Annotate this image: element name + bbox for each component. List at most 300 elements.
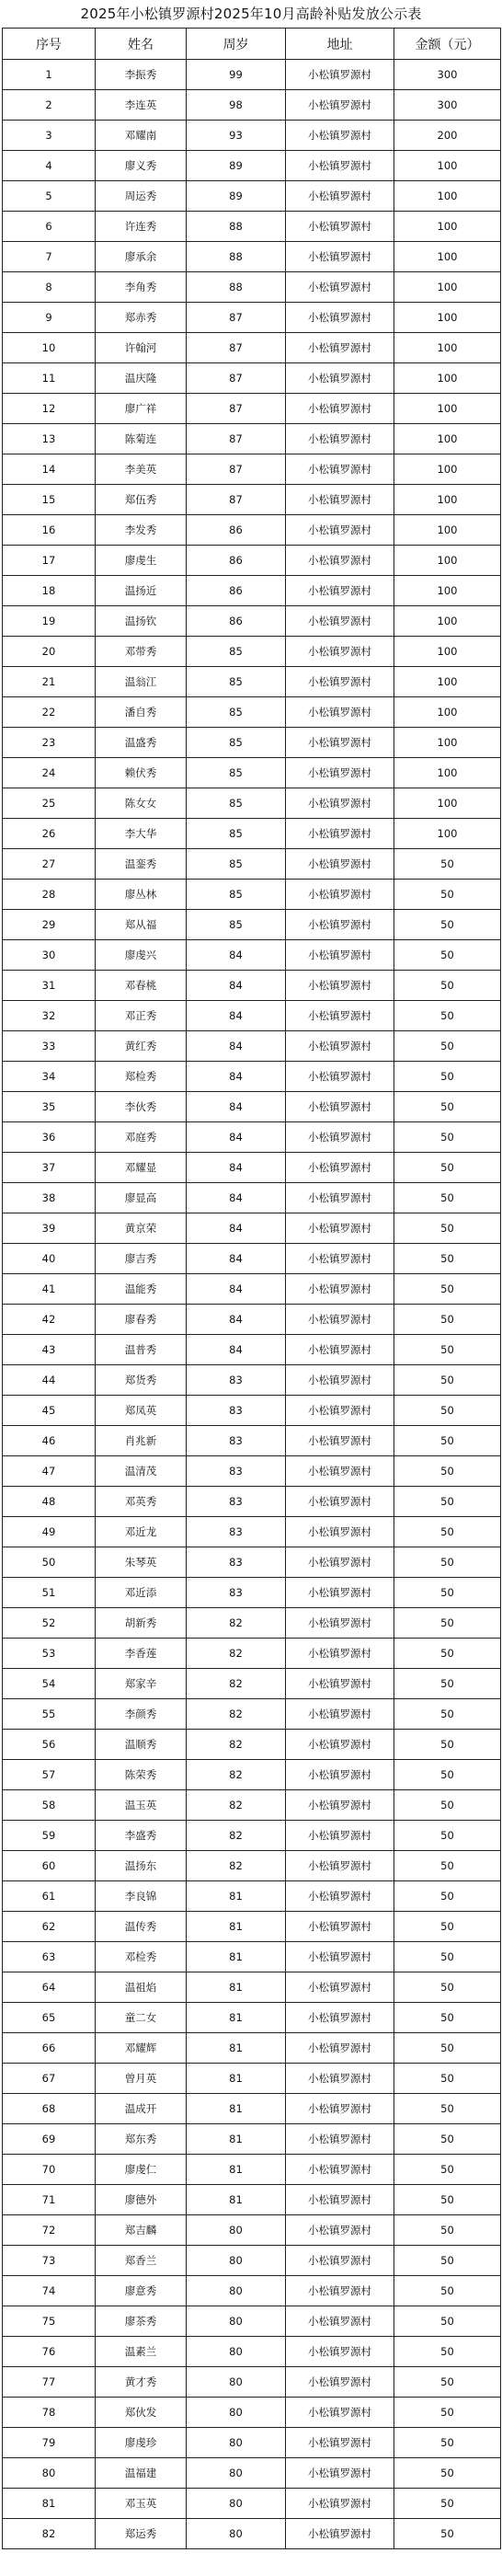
cell-name: 李颜秀 — [96, 1699, 187, 1730]
cell-index: 73 — [3, 2246, 96, 2276]
cell-name: 李角秀 — [96, 272, 187, 303]
cell-amount: 50 — [394, 1851, 501, 1881]
cell-name: 温清茂 — [96, 1456, 187, 1487]
cell-age: 80 — [187, 2246, 286, 2276]
cell-name: 潘自秀 — [96, 697, 187, 728]
cell-amount: 50 — [394, 1031, 501, 1062]
cell-age: 87 — [187, 333, 286, 363]
cell-address: 小松镇罗源村 — [286, 1305, 394, 1335]
cell-name: 黄京荣 — [96, 1213, 187, 1244]
table-row — [3, 1639, 501, 1669]
cell-address: 小松镇罗源村 — [286, 2519, 394, 2549]
cell-amount: 50 — [394, 1213, 501, 1244]
cell-age: 81 — [187, 2033, 286, 2064]
cell-name: 陈女女 — [96, 788, 187, 819]
cell-age: 81 — [187, 2124, 286, 2155]
cell-index: 18 — [3, 576, 96, 606]
table-row — [3, 1790, 501, 1821]
cell-index: 10 — [3, 333, 96, 363]
cell-address: 小松镇罗源村 — [286, 1396, 394, 1426]
cell-address: 小松镇罗源村 — [286, 1851, 394, 1881]
cell-name: 李振秀 — [96, 60, 187, 90]
cell-name: 赖伏秀 — [96, 758, 187, 788]
cell-index: 52 — [3, 1608, 96, 1639]
cell-index: 39 — [3, 1213, 96, 1244]
cell-address: 小松镇罗源村 — [286, 454, 394, 485]
cell-amount: 50 — [394, 2246, 501, 2276]
cell-age: 82 — [187, 1639, 286, 1669]
cell-age: 85 — [187, 849, 286, 880]
table-row — [3, 1517, 501, 1547]
cell-amount: 100 — [394, 667, 501, 697]
table-row — [3, 971, 501, 1001]
table-row — [3, 788, 501, 819]
cell-age: 82 — [187, 1730, 286, 1760]
cell-age: 85 — [187, 880, 286, 910]
table-row — [3, 546, 501, 576]
cell-amount: 100 — [394, 424, 501, 454]
cell-amount: 100 — [394, 212, 501, 242]
cell-amount: 50 — [394, 971, 501, 1001]
cell-name: 童二女 — [96, 2003, 187, 2033]
cell-index: 21 — [3, 667, 96, 697]
table-row — [3, 1062, 501, 1092]
table-row — [3, 2398, 501, 2428]
cell-name: 邓检秀 — [96, 1942, 187, 1972]
cell-index: 30 — [3, 940, 96, 971]
cell-amount: 50 — [394, 1912, 501, 1942]
cell-age: 81 — [187, 2155, 286, 2185]
cell-age: 81 — [187, 1912, 286, 1942]
cell-amount: 50 — [394, 1456, 501, 1487]
cell-age: 80 — [187, 2367, 286, 2398]
cell-amount: 50 — [394, 849, 501, 880]
cell-address: 小松镇罗源村 — [286, 1335, 394, 1365]
cell-age: 80 — [187, 2489, 286, 2519]
cell-address: 小松镇罗源村 — [286, 1972, 394, 2003]
cell-age: 87 — [187, 454, 286, 485]
cell-age: 80 — [187, 2306, 286, 2337]
cell-amount: 100 — [394, 151, 501, 181]
cell-address: 小松镇罗源村 — [286, 758, 394, 788]
cell-index: 37 — [3, 1153, 96, 1183]
cell-amount: 100 — [394, 637, 501, 667]
cell-age: 83 — [187, 1426, 286, 1456]
cell-age: 83 — [187, 1396, 286, 1426]
cell-amount: 50 — [394, 2185, 501, 2215]
cell-amount: 50 — [394, 940, 501, 971]
cell-name: 温福建 — [96, 2458, 187, 2489]
cell-name: 温玉英 — [96, 1790, 187, 1821]
cell-index: 9 — [3, 303, 96, 333]
cell-name: 温翁江 — [96, 667, 187, 697]
cell-age: 88 — [187, 242, 286, 272]
cell-name: 黄红秀 — [96, 1031, 187, 1062]
cell-amount: 50 — [394, 2064, 501, 2094]
table-body — [3, 60, 501, 2549]
table-row — [3, 849, 501, 880]
cell-amount: 50 — [394, 2215, 501, 2246]
cell-amount: 50 — [394, 2367, 501, 2398]
cell-age: 81 — [187, 2094, 286, 2124]
table-row — [3, 2458, 501, 2489]
cell-name: 温祖焰 — [96, 1972, 187, 2003]
cell-amount: 100 — [394, 515, 501, 546]
table-row — [3, 2033, 501, 2064]
cell-amount: 100 — [394, 758, 501, 788]
cell-index: 34 — [3, 1062, 96, 1092]
cell-address: 小松镇罗源村 — [286, 1487, 394, 1517]
cell-address: 小松镇罗源村 — [286, 910, 394, 940]
cell-name: 李连英 — [96, 90, 187, 121]
cell-amount: 50 — [394, 1881, 501, 1912]
cell-index: 44 — [3, 1365, 96, 1396]
cell-index: 32 — [3, 1001, 96, 1031]
cell-address: 小松镇罗源村 — [286, 394, 394, 424]
table-row — [3, 1608, 501, 1639]
cell-age: 84 — [187, 1244, 286, 1274]
cell-index: 69 — [3, 2124, 96, 2155]
cell-amount: 50 — [394, 2398, 501, 2428]
cell-name: 郑从福 — [96, 910, 187, 940]
cell-index: 77 — [3, 2367, 96, 2398]
cell-address: 小松镇罗源村 — [286, 1365, 394, 1396]
cell-index: 57 — [3, 1760, 96, 1790]
page-title: 2025年小松镇罗源村2025年10月高龄补贴发放公示表 — [80, 6, 422, 22]
cell-age: 84 — [187, 971, 286, 1001]
cell-index: 20 — [3, 637, 96, 667]
cell-amount: 200 — [394, 121, 501, 151]
cell-address: 小松镇罗源村 — [286, 2428, 394, 2458]
cell-age: 84 — [187, 1092, 286, 1122]
cell-amount: 100 — [394, 272, 501, 303]
table-row — [3, 454, 501, 485]
cell-name: 李美英 — [96, 454, 187, 485]
table-row — [3, 2246, 501, 2276]
cell-address: 小松镇罗源村 — [286, 1669, 394, 1699]
cell-amount: 50 — [394, 880, 501, 910]
cell-amount: 50 — [394, 1790, 501, 1821]
cell-address: 小松镇罗源村 — [286, 2094, 394, 2124]
cell-address: 小松镇罗源村 — [286, 90, 394, 121]
cell-amount: 50 — [394, 1972, 501, 2003]
cell-age: 89 — [187, 181, 286, 212]
table-row — [3, 2094, 501, 2124]
cell-age: 84 — [187, 1001, 286, 1031]
cell-index: 71 — [3, 2185, 96, 2215]
cell-index: 26 — [3, 819, 96, 849]
cell-age: 85 — [187, 667, 286, 697]
table-row — [3, 1274, 501, 1305]
cell-name: 邓耀辉 — [96, 2033, 187, 2064]
cell-index: 65 — [3, 2003, 96, 2033]
table-row — [3, 1760, 501, 1790]
cell-address: 小松镇罗源村 — [286, 515, 394, 546]
cell-index: 59 — [3, 1821, 96, 1851]
table-row — [3, 1335, 501, 1365]
table-row — [3, 424, 501, 454]
cell-name: 温銮秀 — [96, 849, 187, 880]
cell-age: 80 — [187, 2458, 286, 2489]
cell-amount: 100 — [394, 303, 501, 333]
cell-name: 郑伙发 — [96, 2398, 187, 2428]
cell-address: 小松镇罗源村 — [286, 242, 394, 272]
cell-index: 58 — [3, 1790, 96, 1821]
cell-address: 小松镇罗源村 — [286, 1122, 394, 1153]
cell-index: 40 — [3, 1244, 96, 1274]
cell-index: 27 — [3, 849, 96, 880]
cell-index: 33 — [3, 1031, 96, 1062]
cell-age: 86 — [187, 546, 286, 576]
table-row — [3, 667, 501, 697]
cell-name: 郑运秀 — [96, 2519, 187, 2549]
cell-index: 13 — [3, 424, 96, 454]
cell-address: 小松镇罗源村 — [286, 667, 394, 697]
cell-amount: 50 — [394, 1578, 501, 1608]
table-row — [3, 1305, 501, 1335]
cell-age: 81 — [187, 1881, 286, 1912]
cell-index: 61 — [3, 1881, 96, 1912]
cell-address: 小松镇罗源村 — [286, 697, 394, 728]
table-row — [3, 1881, 501, 1912]
cell-name: 温能秀 — [96, 1274, 187, 1305]
table-row — [3, 1730, 501, 1760]
cell-index: 24 — [3, 758, 96, 788]
cell-age: 86 — [187, 576, 286, 606]
cell-address: 小松镇罗源村 — [286, 819, 394, 849]
cell-index: 1 — [3, 60, 96, 90]
cell-address: 小松镇罗源村 — [286, 2033, 394, 2064]
cell-age: 81 — [187, 2185, 286, 2215]
table-row — [3, 1122, 501, 1153]
table-row — [3, 1942, 501, 1972]
cell-address: 小松镇罗源村 — [286, 637, 394, 667]
cell-name: 郑家辛 — [96, 1669, 187, 1699]
cell-name: 廖茶秀 — [96, 2306, 187, 2337]
cell-age: 89 — [187, 151, 286, 181]
cell-index: 16 — [3, 515, 96, 546]
cell-address: 小松镇罗源村 — [286, 424, 394, 454]
cell-name: 陈菊连 — [96, 424, 187, 454]
cell-amount: 50 — [394, 1122, 501, 1153]
cell-name: 李良锦 — [96, 1881, 187, 1912]
cell-index: 12 — [3, 394, 96, 424]
cell-address: 小松镇罗源村 — [286, 1760, 394, 1790]
cell-index: 17 — [3, 546, 96, 576]
cell-age: 98 — [187, 90, 286, 121]
cell-address: 小松镇罗源村 — [286, 1092, 394, 1122]
cell-name: 周运秀 — [96, 181, 187, 212]
cell-index: 2 — [3, 90, 96, 121]
cell-address: 小松镇罗源村 — [286, 1213, 394, 1244]
cell-age: 88 — [187, 272, 286, 303]
cell-name: 肖兆新 — [96, 1426, 187, 1456]
table-row — [3, 60, 501, 90]
cell-index: 45 — [3, 1396, 96, 1426]
table-row — [3, 758, 501, 788]
cell-amount: 300 — [394, 60, 501, 90]
cell-index: 70 — [3, 2155, 96, 2185]
cell-index: 35 — [3, 1092, 96, 1122]
cell-age: 85 — [187, 728, 286, 758]
table-row — [3, 2337, 501, 2367]
cell-age: 87 — [187, 485, 286, 515]
cell-index: 48 — [3, 1487, 96, 1517]
cell-name: 郑东秀 — [96, 2124, 187, 2155]
table-row — [3, 2185, 501, 2215]
cell-age: 87 — [187, 363, 286, 394]
cell-address: 小松镇罗源村 — [286, 2155, 394, 2185]
cell-age: 81 — [187, 2064, 286, 2094]
table-row — [3, 2276, 501, 2306]
cell-name: 邓近添 — [96, 1578, 187, 1608]
table-row — [3, 1821, 501, 1851]
cell-name: 邓近龙 — [96, 1517, 187, 1547]
cell-age: 84 — [187, 1153, 286, 1183]
table-row — [3, 394, 501, 424]
cell-address: 小松镇罗源村 — [286, 1608, 394, 1639]
cell-name: 李盛秀 — [96, 1821, 187, 1851]
cell-name: 郑香兰 — [96, 2246, 187, 2276]
cell-age: 83 — [187, 1365, 286, 1396]
cell-index: 47 — [3, 1456, 96, 1487]
cell-address: 小松镇罗源村 — [286, 303, 394, 333]
cell-address: 小松镇罗源村 — [286, 181, 394, 212]
cell-name: 朱琴英 — [96, 1547, 187, 1578]
cell-index: 31 — [3, 971, 96, 1001]
cell-name: 温普秀 — [96, 1335, 187, 1365]
table-row — [3, 1487, 501, 1517]
cell-age: 83 — [187, 1578, 286, 1608]
cell-address: 小松镇罗源村 — [286, 363, 394, 394]
cell-index: 28 — [3, 880, 96, 910]
cell-address: 小松镇罗源村 — [286, 728, 394, 758]
cell-address: 小松镇罗源村 — [286, 1578, 394, 1608]
cell-amount: 50 — [394, 2124, 501, 2155]
cell-name: 廖春秀 — [96, 1305, 187, 1335]
cell-amount: 100 — [394, 576, 501, 606]
cell-index: 25 — [3, 788, 96, 819]
table-row — [3, 1183, 501, 1213]
cell-index: 63 — [3, 1942, 96, 1972]
cell-address: 小松镇罗源村 — [286, 606, 394, 637]
cell-index: 79 — [3, 2428, 96, 2458]
cell-age: 80 — [187, 2337, 286, 2367]
cell-index: 42 — [3, 1305, 96, 1335]
cell-age: 85 — [187, 637, 286, 667]
cell-name: 温顺秀 — [96, 1730, 187, 1760]
cell-age: 85 — [187, 697, 286, 728]
cell-address: 小松镇罗源村 — [286, 272, 394, 303]
cell-index: 41 — [3, 1274, 96, 1305]
table-row — [3, 2428, 501, 2458]
table-row — [3, 1851, 501, 1881]
cell-amount: 50 — [394, 2489, 501, 2519]
cell-amount: 50 — [394, 1001, 501, 1031]
cell-amount: 50 — [394, 1517, 501, 1547]
cell-index: 4 — [3, 151, 96, 181]
cell-index: 78 — [3, 2398, 96, 2428]
cell-age: 88 — [187, 212, 286, 242]
cell-amount: 300 — [394, 90, 501, 121]
cell-age: 82 — [187, 1790, 286, 1821]
cell-address: 小松镇罗源村 — [286, 1942, 394, 1972]
cell-index: 62 — [3, 1912, 96, 1942]
cell-index: 68 — [3, 2094, 96, 2124]
cell-age: 84 — [187, 940, 286, 971]
cell-amount: 50 — [394, 2519, 501, 2549]
table-row — [3, 2155, 501, 2185]
table-row — [3, 515, 501, 546]
cell-address: 小松镇罗源村 — [286, 2246, 394, 2276]
cell-name: 廖广祥 — [96, 394, 187, 424]
cell-amount: 50 — [394, 2306, 501, 2337]
cell-index: 55 — [3, 1699, 96, 1730]
cell-amount: 50 — [394, 1821, 501, 1851]
cell-age: 82 — [187, 1760, 286, 1790]
cell-index: 11 — [3, 363, 96, 394]
table-row — [3, 1001, 501, 1031]
cell-index: 15 — [3, 485, 96, 515]
cell-index: 67 — [3, 2064, 96, 2094]
cell-name: 郑吉麟 — [96, 2215, 187, 2246]
cell-address: 小松镇罗源村 — [286, 1183, 394, 1213]
table-row — [3, 697, 501, 728]
cell-name: 陈荣秀 — [96, 1760, 187, 1790]
cell-amount: 50 — [394, 1183, 501, 1213]
cell-age: 84 — [187, 1213, 286, 1244]
table-row — [3, 1578, 501, 1608]
cell-name: 廖意秀 — [96, 2276, 187, 2306]
cell-amount: 50 — [394, 1244, 501, 1274]
cell-address: 小松镇罗源村 — [286, 940, 394, 971]
cell-name: 郑伍秀 — [96, 485, 187, 515]
cell-age: 80 — [187, 2276, 286, 2306]
cell-amount: 100 — [394, 181, 501, 212]
table-row — [3, 1547, 501, 1578]
table-row — [3, 212, 501, 242]
table-row — [3, 728, 501, 758]
cell-name: 邓玉英 — [96, 2489, 187, 2519]
cell-address: 小松镇罗源村 — [286, 2064, 394, 2094]
cell-index: 36 — [3, 1122, 96, 1153]
cell-amount: 50 — [394, 1062, 501, 1092]
cell-name: 许连秀 — [96, 212, 187, 242]
cell-amount: 50 — [394, 2094, 501, 2124]
cell-amount: 50 — [394, 2003, 501, 2033]
cell-name: 温扬东 — [96, 1851, 187, 1881]
cell-age: 80 — [187, 2398, 286, 2428]
cell-index: 29 — [3, 910, 96, 940]
cell-name: 李大华 — [96, 819, 187, 849]
header-amount: 金额（元） — [394, 29, 501, 60]
cell-address: 小松镇罗源村 — [286, 2337, 394, 2367]
cell-name: 邓春桃 — [96, 971, 187, 1001]
cell-index: 80 — [3, 2458, 96, 2489]
cell-address: 小松镇罗源村 — [286, 2215, 394, 2246]
cell-amount: 50 — [394, 1608, 501, 1639]
cell-index: 23 — [3, 728, 96, 758]
cell-address: 小松镇罗源村 — [286, 2458, 394, 2489]
cell-address: 小松镇罗源村 — [286, 2367, 394, 2398]
cell-index: 6 — [3, 212, 96, 242]
cell-address: 小松镇罗源村 — [286, 2003, 394, 2033]
cell-amount: 50 — [394, 2033, 501, 2064]
cell-address: 小松镇罗源村 — [286, 1639, 394, 1669]
cell-age: 85 — [187, 758, 286, 788]
cell-index: 56 — [3, 1730, 96, 1760]
table-row — [3, 2215, 501, 2246]
